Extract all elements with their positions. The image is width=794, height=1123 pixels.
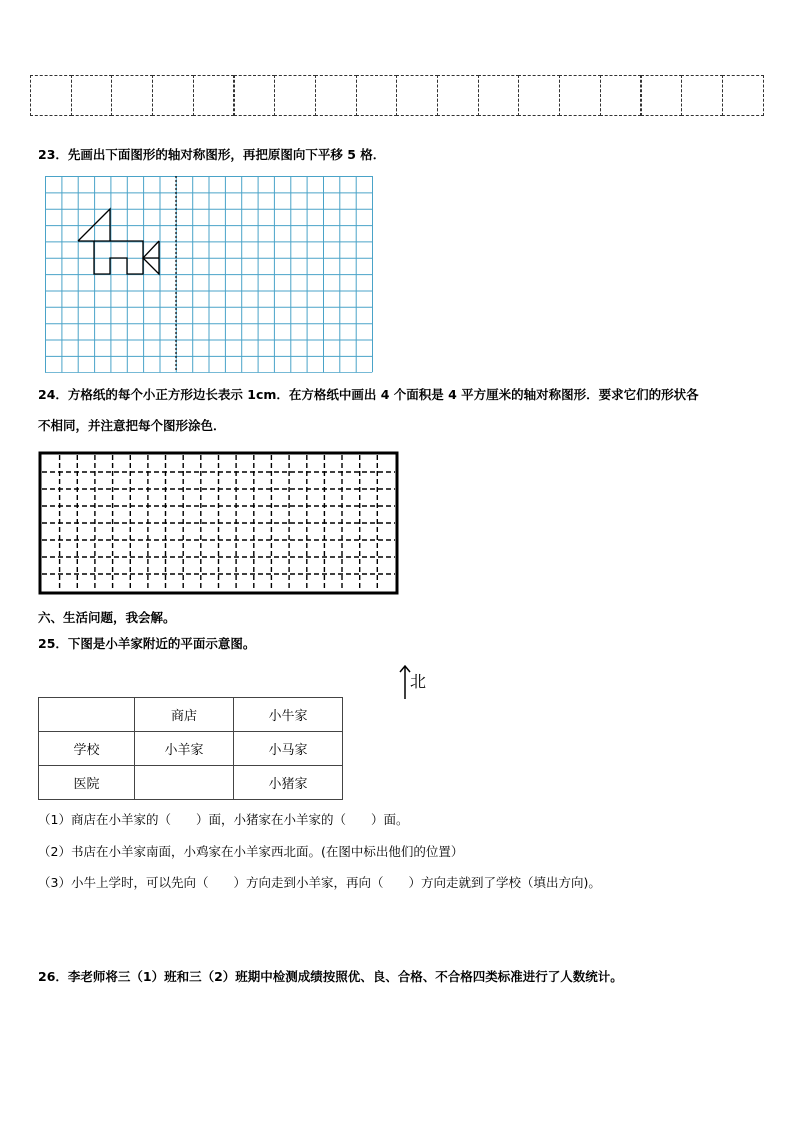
map-cell[interactable] [135, 766, 234, 800]
writing-box[interactable] [518, 75, 560, 116]
writing-box[interactable] [30, 75, 72, 116]
writing-box[interactable] [274, 75, 316, 116]
map-cell[interactable]: 小马家 [234, 732, 343, 766]
question-25-sub2: （2）书店在小羊家南面，小鸡家在小羊家西北面。(在图中标出他们的位置） [38, 844, 464, 859]
map-row [39, 732, 343, 766]
writing-box[interactable] [396, 75, 438, 116]
writing-box[interactable] [234, 75, 276, 116]
grid-23[interactable] [45, 176, 373, 373]
writing-box[interactable] [356, 75, 398, 116]
writing-box[interactable] [681, 75, 723, 116]
writing-box-row [30, 75, 762, 117]
map-cell[interactable] [39, 698, 135, 732]
writing-box[interactable] [722, 75, 764, 116]
north-label: 北 [410, 672, 427, 691]
map-cell[interactable]: 小羊家 [135, 732, 234, 766]
location-map-table [38, 697, 343, 800]
question-24-line2: 不相同，并注意把每个图形涂色． [38, 418, 226, 433]
writing-box[interactable] [478, 75, 520, 116]
question-26-text: 26．李老师将三（1）班和三（2）班期中检测成绩按照优、良、合格、不合格四类标准进行了人数统计。 [38, 969, 623, 984]
writing-box[interactable] [111, 75, 153, 116]
writing-box[interactable] [600, 75, 642, 116]
map-cell[interactable]: 小牛家 [234, 698, 343, 732]
map-row [39, 698, 343, 732]
writing-box[interactable] [152, 75, 194, 116]
grid-24[interactable] [38, 451, 399, 595]
question-25-sub3: （3）小牛上学时，可以先向（ ）方向走到小羊家，再向（ ）方向走就到了学校（填出方向)。 [38, 875, 601, 890]
map-cell[interactable]: 小猪家 [234, 766, 343, 800]
writing-box[interactable] [193, 75, 235, 116]
question-24-line1: 24．方格纸的每个小正方形边长表示 1cm．在方格纸中画出 4 个面积是 4 平方厘米的轴对称图形．要求它们的形状各 [38, 387, 699, 402]
question-25-sub1: （1）商店在小羊家的（ ）面，小猪家在小羊家的（ ）面。 [38, 812, 409, 827]
question-23-text: 23．先画出下面图形的轴对称图形，再把原图向下平移 5 格． [38, 147, 386, 162]
section-6-title: 六、生活问题，我会解。 [38, 610, 176, 625]
question-25-text: 25．下图是小羊家附近的平面示意图。 [38, 636, 256, 651]
north-compass [398, 664, 438, 702]
writing-box[interactable] [315, 75, 357, 116]
map-cell[interactable]: 医院 [39, 766, 135, 800]
map-row [39, 766, 343, 800]
writing-box[interactable] [71, 75, 113, 116]
writing-box[interactable] [559, 75, 601, 116]
map-cell[interactable]: 商店 [135, 698, 234, 732]
map-cell[interactable]: 学校 [39, 732, 135, 766]
writing-box[interactable] [641, 75, 683, 116]
writing-box[interactable] [437, 75, 479, 116]
